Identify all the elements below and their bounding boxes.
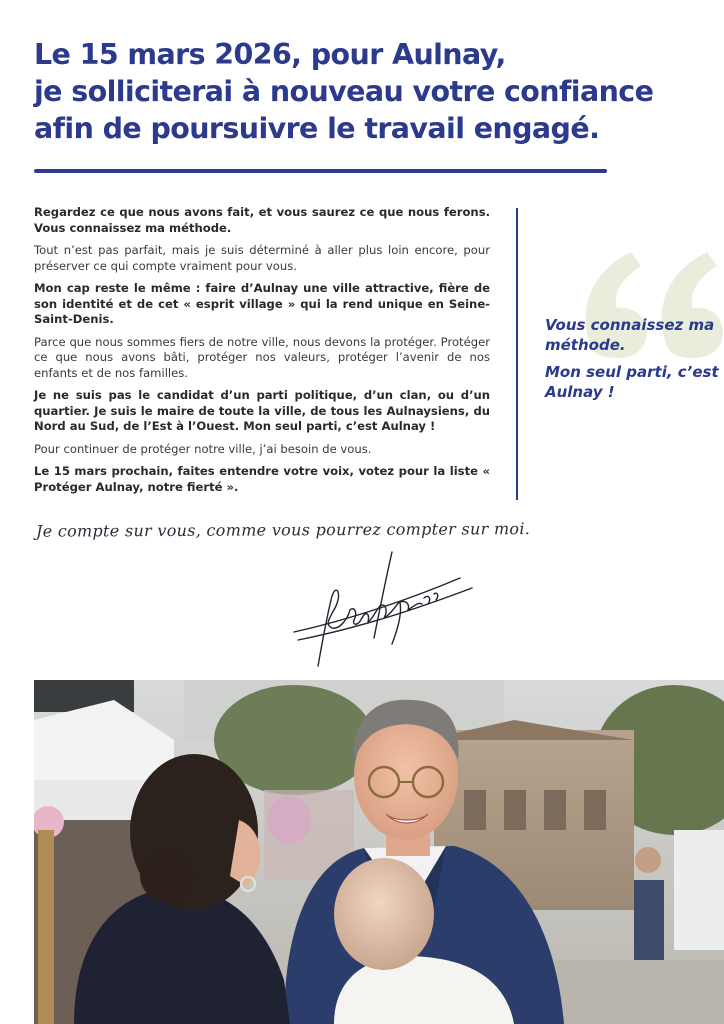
pull-quote-line-2: Mon seul parti, c’est Aulnay ! [545,363,719,401]
paragraph-7: Le 15 mars prochain, faites entendre votre voix, votez pour la liste « Protéger Aulnay, notre fierté ». [34,464,490,494]
paragraph-4: Parce que nous sommes fiers de notre ville, nous devons la protéger. Protéger ce que nous avons bâti, protéger nos valeurs, protéger l’avenir de nos enfants et de nos familles. [34,334,490,380]
paragraph-1: Regardez ce que nous avons fait, et vous saurez ce que nous ferons. Vous connaissez ma méthode. [34,205,490,235]
campaign-photo [34,680,724,1024]
paragraph-3: Mon cap reste le même : faire d’Aulnay une ville attractive, fière de son identité et de cet « esprit village » qui la rend unique en Seine-Saint-Denis. [34,281,490,326]
headline-divider [34,169,607,173]
headline-line-2: je solliciterai à nouveau votre confiance [34,75,654,108]
column-divider [516,208,518,500]
pull-quote [545,316,720,410]
paragraph-5: Je ne suis pas le candidat d’un parti politique, d’un clan, ou d’un quartier. Je suis le maire de toute la ville, de tous les Aulnaysiens, du Nord au Sud, de l’Est à l’Ouest. Mon seul parti, c’est Aulnay ! [34,388,490,433]
paragraph-6: Pour continuer de protéger notre ville, j’ai besoin de vous. [34,441,372,456]
page-headline [34,36,684,147]
pull-quote-line-1: Vous connaissez ma méthode. [545,316,715,354]
letter-body [34,205,490,502]
paragraph-2: Tout n’est pas parfait, mais je suis déterminé à aller plus loin encore, pour préserver ce qui compte vraiment pour vous. [34,243,490,273]
headline-line-1: Le 15 mars 2026, pour Aulnay, [34,38,506,71]
handwritten-note: Je compte sur vous, comme vous pourrez compter sur moi. [35,519,531,541]
headline-line-3: afin de poursuivre le travail engagé. [34,112,600,145]
signature-image [288,548,478,670]
